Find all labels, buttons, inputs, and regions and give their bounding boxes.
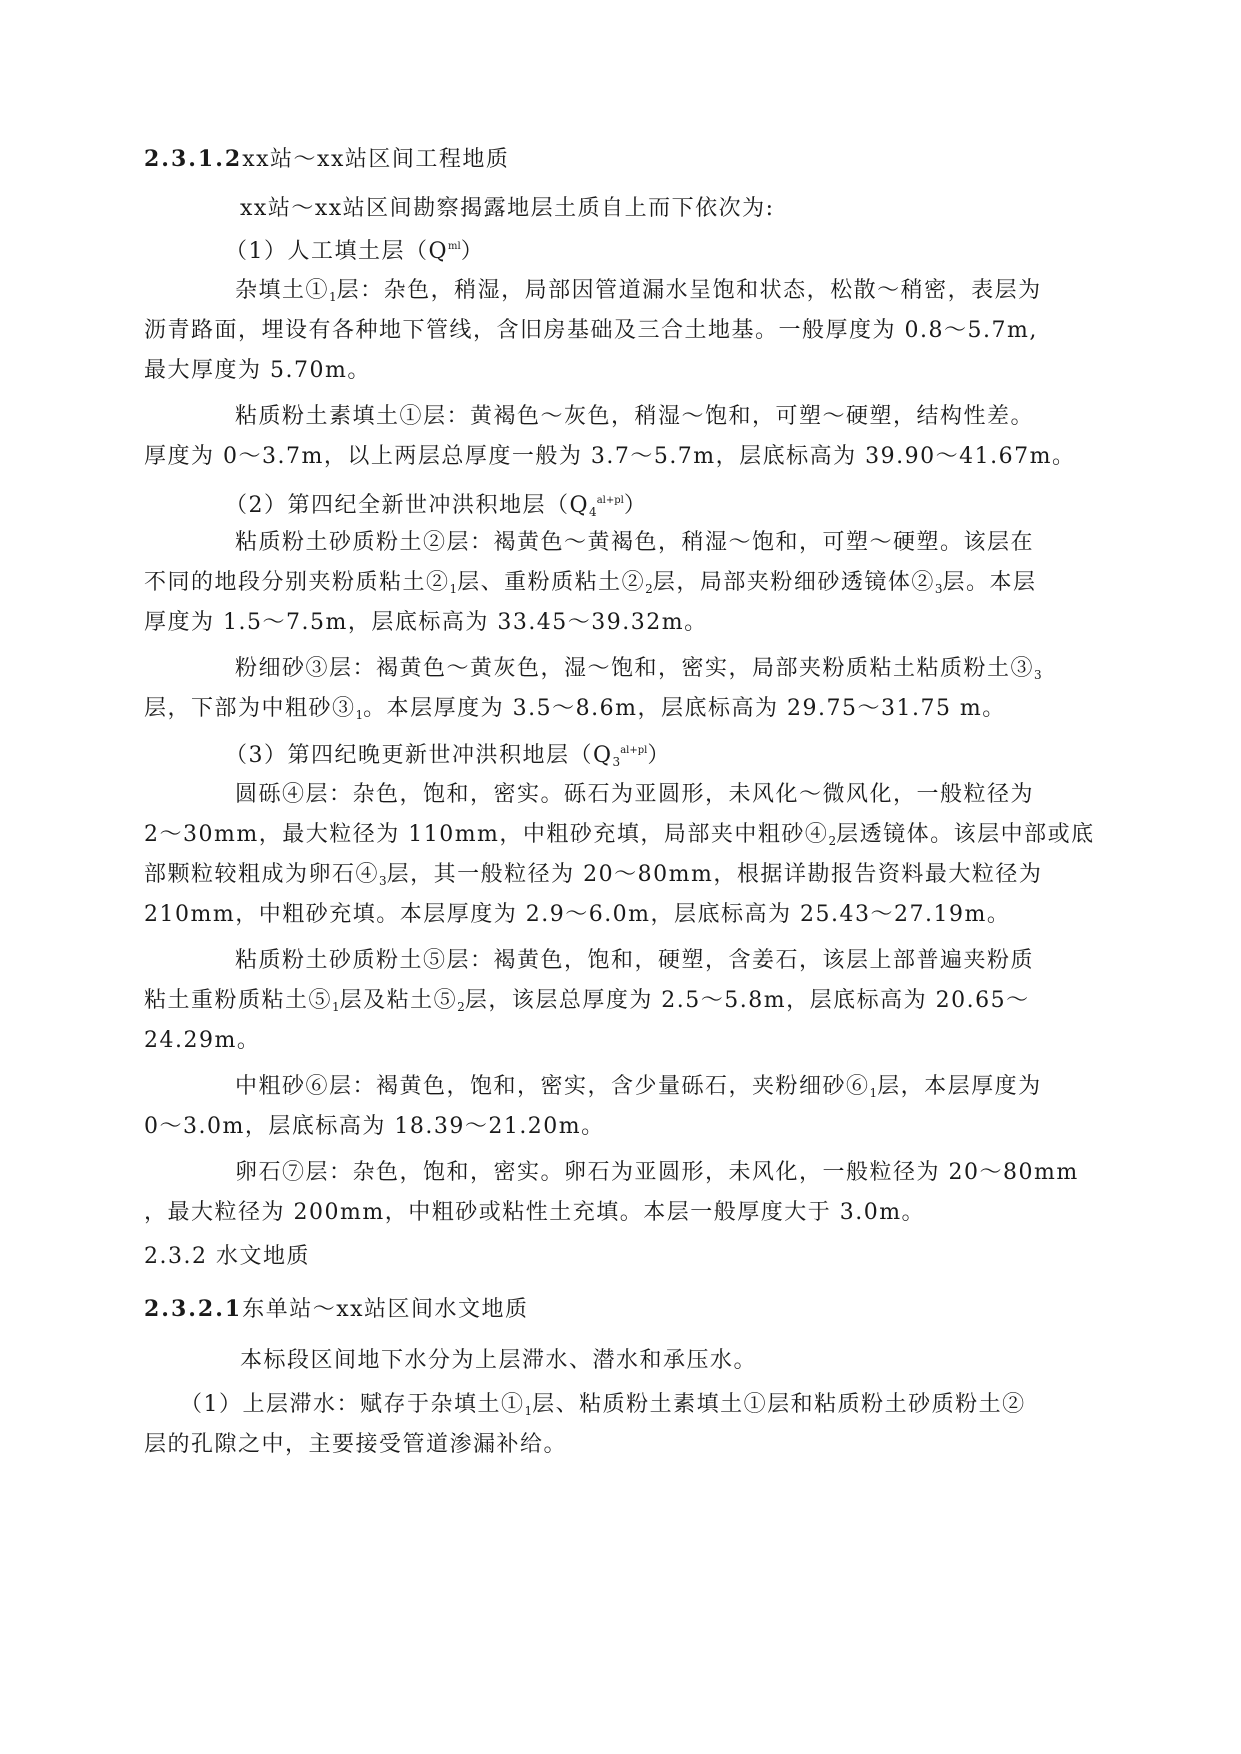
paragraph-line: 24.29m。 — [144, 1028, 261, 1053]
paragraph-line: 部颗粒较粗成为卵石$④_3$层，其一般粒径为 20～80mm，根据详勘报告资料最大粒径为 — [144, 862, 1043, 888]
paragraph-line: 粘质粉土砂质粉土⑤层：褐黄色，饱和，硬塑，含姜石，该层上部普遍夹粉质 — [235, 948, 1035, 973]
section-heading-2-3-2-1: 2.3.2.1东单站～xx站区间水文地质 — [144, 1296, 529, 1322]
paragraph-line: 2～30mm，最大粒径为 110mm，中粗砂充填，局部夹中粗砂$④_2$层透镜体。该层中部或底 — [144, 822, 1095, 848]
subheading-artificial-fill: （1）人工填土层$(Q^{ml})$ — [225, 239, 485, 264]
paragraph-line: 中粗砂⑥层：褐黄色，饱和，密实，含少量砾石，夹粉细砂$⑥_1$层，本层厚度为 — [235, 1074, 1042, 1100]
paragraph-line: 圆砾④层：杂色，饱和，密实。砾石为亚圆形，未风化～微风化，一般粒径为 — [235, 782, 1035, 807]
paragraph-line: 粘质粉土砂质粉土②层：褐黄色～黄褐色，稍湿～饱和，可塑～硬塑。该层在 — [235, 530, 1035, 555]
paragraph-line: 厚度为 0～3.7m，以上两层总厚度一般为 3.7～5.7m，层底标高为 39.90～41.67m。 — [144, 444, 1076, 469]
paragraph-intro: xx站～xx站区间勘察揭露地层土质自上而下依次为: — [240, 196, 775, 221]
paragraph-line: 杂填土$①_1$层：杂色，稍湿，局部因管道漏水呈饱和状态，松散～稍密，表层为 — [235, 278, 1042, 304]
paragraph-line: （1）上层滞水：赋存于杂填土$①_1$层、粘质粉土素填土①层和粘质粉土砂质粉土② — [180, 1392, 1026, 1418]
paragraph-line: 粉细砂③层：褐黄色～黄灰色，湿～饱和，密实，局部夹粉质粘土粘质粉土$③_3$ — [235, 656, 1042, 682]
paragraph-line: 不同的地段分别夹粉质粘土$②_1$层、重粉质粘土$②_2$层，局部夹粉细砂透镜体$②_3$层。本层 — [144, 570, 1037, 596]
section-heading-2-3-1-2: 2.3.1.2xx站～xx站区间工程地质 — [144, 146, 510, 172]
paragraph-line: 最大厚度为 5.70m。 — [144, 358, 371, 383]
paragraph-line: 本标段区间地下水分为上层滞水、潜水和承压水。 — [240, 1348, 758, 1373]
paragraph-line: 210mm，中粗砂充填。本层厚度为 2.9～6.0m，层底标高为 25.43～27.19m。 — [144, 902, 1011, 927]
paragraph-line: 厚度为 1.5～7.5m，层底标高为 33.45～39.32m。 — [144, 610, 708, 635]
paragraph-line: 0～3.0m，层底标高为 18.39～21.20m。 — [144, 1114, 605, 1139]
paragraph-line: 沥青路面，埋设有各种地下管线，含旧房基础及三合土地基。一般厚度为 0.8～5.7m, — [144, 318, 1038, 343]
paragraph-line: 粘质粉土素填土①层：黄褐色～灰色，稍湿～饱和，可塑～硬塑，结构性差。 — [235, 404, 1035, 429]
paragraph-line: 卵石⑦层：杂色，饱和，密实。卵石为亚圆形，未风化，一般粒径为 20～80mm — [235, 1160, 1079, 1185]
paragraph-line: ，最大粒径为 200mm，中粗砂或粘性土充填。本层一般厚度大于 3.0m。 — [144, 1200, 926, 1225]
section-heading-2-3-2: 2.3.2 水文地质 — [144, 1244, 310, 1269]
paragraph-line: 粘土重粉质粘土$⑤_1$层及粘土$⑤_2$层，该层总厚度为 2.5～5.8m，层底标高为 20.65～ — [144, 988, 1030, 1014]
subheading-pleistocene: （3）第四纪晚更新世冲洪积地层$(Q_3^{al+pl})$ — [225, 743, 671, 769]
paragraph-line: 层的孔隙之中，主要接受管道渗漏补给。 — [144, 1432, 568, 1457]
subheading-holocene: （2）第四纪全新世冲洪积地层$(Q_4^{al+pl})$ — [225, 493, 648, 519]
paragraph-line: 层，下部为中粗砂$③_1$。本层厚度为 3.5～8.6m，层底标高为 29.75～31.75 m。 — [144, 696, 1006, 722]
